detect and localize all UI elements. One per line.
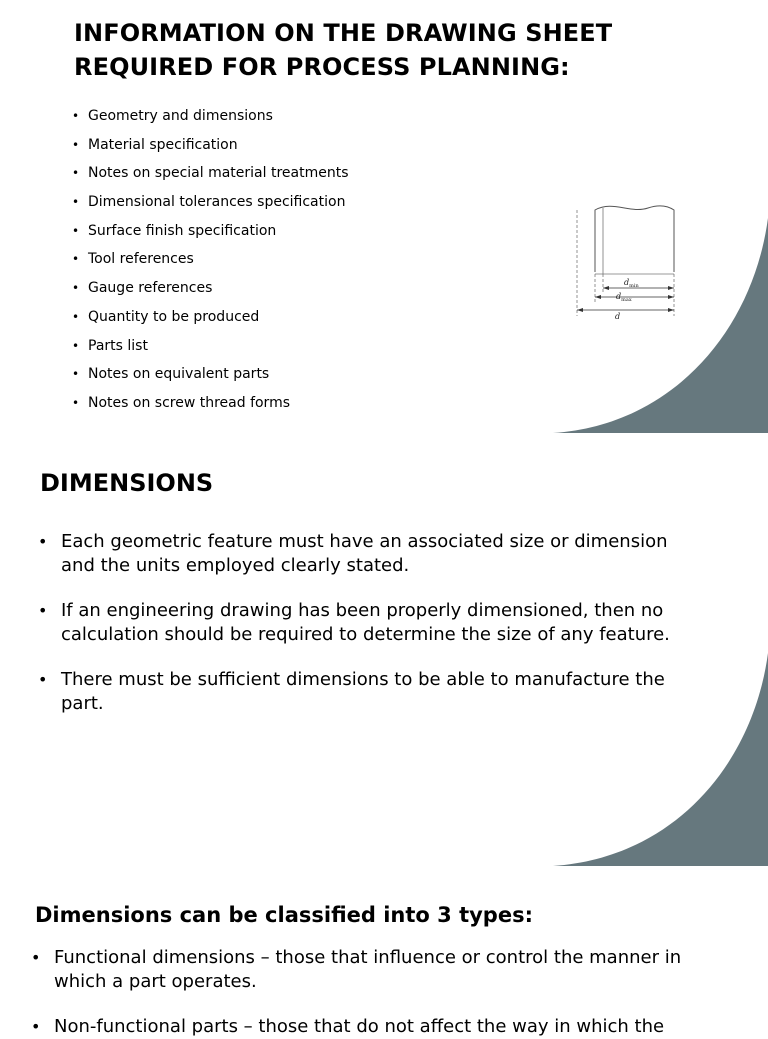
- list-item: • Functional dimensions – those that influence or control the manner in which a part operates.: [54, 946, 681, 993]
- list-item: • Geometry and dimensions: [72, 106, 348, 135]
- title-line-2: REQUIRED FOR PROCESS PLANNING:: [74, 53, 570, 81]
- label-dmin: $d_{min}$: [624, 278, 639, 289]
- section-heading: Dimensions can be classified into 3 types:: [35, 903, 533, 927]
- title-line-1: INFORMATION ON THE DRAWING SHEET: [74, 19, 613, 47]
- page-title: [74, 16, 612, 84]
- list-item: • Surface finish specification: [72, 221, 348, 250]
- list-item: • Parts list: [72, 336, 348, 365]
- list-item: • Quantity to be produced: [72, 307, 348, 336]
- list-item: • Material specification: [72, 135, 348, 164]
- list-item: • Gauge references: [72, 278, 348, 307]
- label-d: d: [615, 312, 621, 321]
- drawing-info-list: [72, 106, 348, 422]
- list-item: • Notes on screw thread forms: [72, 393, 348, 422]
- slide-dimensions: [0, 433, 768, 866]
- slide-dimension-types: [0, 866, 768, 1037]
- list-item: • There must be sufficient dimensions to be able to manufacture the part.: [61, 668, 670, 715]
- list-item: • Tool references: [72, 249, 348, 278]
- slide-drawing-sheet-info: [0, 0, 768, 433]
- list-item: • Non-functional parts – those that do not affect the way in which the: [54, 1015, 681, 1039]
- list-item: • Notes on special material treatments: [72, 163, 348, 192]
- dimension-types-list: [54, 946, 681, 1039]
- dimensions-bullet-list: [61, 530, 670, 715]
- list-item: • Each geometric feature must have an associated size or dimension and the units employed clearly stated.: [61, 530, 670, 577]
- section-heading: DIMENSIONS: [40, 469, 214, 497]
- list-item: • If an engineering drawing has been properly dimensioned, then no calculation should be required to determine the size of any feature.: [61, 599, 670, 646]
- list-item: • Dimensional tolerances specification: [72, 192, 348, 221]
- list-item: • Notes on equivalent parts: [72, 364, 348, 393]
- label-dmax: $d_{max}$: [616, 292, 632, 303]
- dimension-diagram: [568, 198, 708, 323]
